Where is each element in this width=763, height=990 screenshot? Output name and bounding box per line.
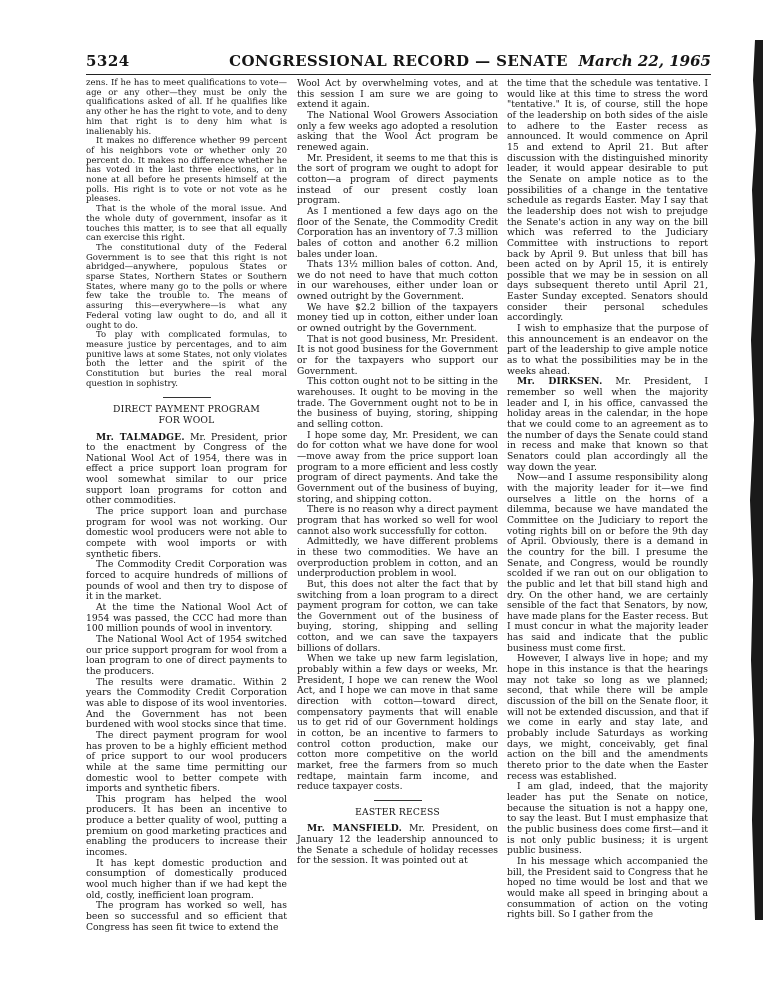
column-3 <box>507 79 708 921</box>
paragraph: Mr. President, it seems to me that this is the sort of program we ought to adopt for cotton—a program of direct payments instead of our present costly loan program. <box>297 152 498 207</box>
paragraph: the time that the schedule was tentative. I would like at this time to stress the word "tentative." It is, of course, still the hope of the leadership on both sides of the aisle to adhere to the Easter recess as announced. It would commence on April 15 and extend to April 21. But after discussion with the distinguished minority leader, it would appear desirable to put the Senate on ample notice as to the possibilities of a change in the tentative schedule as regards Easter. May I say that the leadership does not wish to prejudge the Senate's action in any way on the bill which was referred to the Judiciary Committee with instructions to report back by April 9. But unless that bill has been acted on by April 15, it is entirely possible that we may be in session on all days subsequent thereto until April 21, Easter Sunday excepted. Senators should consider their personal schedules accordingly. <box>507 78 708 324</box>
paragraph: In his message which accompanied the bill, the President said to Congress that he hoped no time would be lost and that we would make all speed in bringing about a consummation of action on the voting rights bill. So I gather from the <box>507 855 708 921</box>
paragraph: I hope some day, Mr. President, we can do for cotton what we have done for wool—move away from the price support loan program to a more efficient and less costly program of direct payments. And take the Government out of the business of buying, storing, and shipping cotton. <box>297 429 498 505</box>
paragraph: That is not good business, Mr. President. It is not good business for the Government or for the taxpayers who support our Government. <box>297 333 498 377</box>
paragraph: That is the whole of the moral issue. And the whole duty of government, insofar as it touches this matter, is to see that all equally can exercise this right. <box>86 204 287 244</box>
paragraph: Wool Act by overwhelming votes, and at this session I am sure we are going to extend it again. <box>297 78 498 111</box>
section-heading-easter <box>297 800 498 819</box>
page-header <box>86 52 711 74</box>
header-rule <box>86 74 711 75</box>
paragraph: This program has helped the wool producers. It has been an incentive to produce a better quality of wool, putting a premium on good marketing practices and enabling the producers to increase their incomes. <box>86 793 287 859</box>
paragraph: When we take up new farm legislation, probably within a few days or weeks, Mr. President, I hope we can renew the Wool Act, and I hope we can move in that same direction with cotton—toward direct, compensatory payments that will enable us to get rid of our Government holdings in cotton, be an incentive to farmers to control cotton production, make our cotton more competitive on the world market, free the farmers from so much redtape, maintain farm income, and reduce taxpayer costs. <box>297 653 498 793</box>
paragraph: The price support loan and purchase program for wool was not working. Our domestic wool producers were not able to compete with wool imports or with synthetic fibers. <box>86 506 287 560</box>
paragraph-text: Mr. President, I remember so well when the majority leader and I, in his office, canvassed the holiday areas in the calendar, in the hope that we could come to an agreement as to the number of days the Senate could stand in recess and make that known so that Senators could plan accordingly all the way down the year. <box>507 376 708 473</box>
paragraph <box>297 824 498 867</box>
paragraph: We have $2.2 billion of the taxpayers money tied up in cotton, either under loan or owned outright by the Government. <box>297 301 498 335</box>
heading-line: EASTER RECESS <box>355 806 440 818</box>
paragraph: It makes no difference whether 99 percent of his neighbors vote or whether only 20 percent do. It makes no difference whether he has voted in the last three elections, or in none at all before he presents himself at the polls. His right is to vote or not vote as he pleases. <box>86 136 287 205</box>
speaker-name: Mr. MANSFIELD. <box>307 823 402 835</box>
paragraph: I am glad, indeed, that the majority leader has put the Senate on notice, because the situation is not a happy one, to say the least. But I must emphasize that the public business does come first—and it is not only public business; it is urgent public business. <box>507 781 708 857</box>
paragraph: This cotton ought not to be sitting in the warehouses. It ought to be moving in the trade. The Government ought not to be in the business of buying, storing, shipping and selling cotton. <box>297 376 498 430</box>
paragraph: The direct payment program for wool has proven to be a highly efficient method of price support to our wool producers while at the same time permitting our domestic wool to better compete with imports and synthetic fibers. <box>86 729 287 795</box>
paragraph-text: Mr. President, prior to the enactment by Congress of the National Wool Act of 1954, there was in effect a price support loan program for wool somewhat similar to our price support loan programs for cotton and other commodities. <box>86 431 287 507</box>
paragraph: There is no reason why a direct payment program that has worked so well for wool cannot also work successfully for cotton. <box>297 504 498 537</box>
paragraph <box>86 433 287 508</box>
paragraph <box>507 377 708 473</box>
paragraph: The National Wool Act of 1954 switched our price support program for wool from a loan program to one of direct payments to the producers. <box>86 633 287 677</box>
paragraph: The results were dramatic. Within 2 years the Commodity Credit Corporation was able to dispose of its wool inventories. And the Government has not been burdened with wool stocks since that time. <box>86 676 287 731</box>
paragraph: I wish to emphasize that the purpose of this announcement is an endeavor on the part of the leadership to give ample notice as to what the possibilities may be in the weeks ahead. <box>507 323 708 377</box>
paragraph: However, I always live in hope; and my hope in this instance is that the hearings may not take so long as we planned; second, that while there will be ample discussion of the bill on the Senate floor, it will not be extended discussion, and that if we come in early and stay late, and probably include Saturdays as working days, we might, conceivably, get final action on the bill and the amendments thereto prior to the date when the Easter recess was established. <box>507 653 708 782</box>
paragraph: The Commodity Credit Corporation was forced to acquire hundreds of millions of pounds of wool and then try to dispose of it in the market. <box>86 559 287 603</box>
paragraph: Thats 13½ million bales of cotton. And, we do not need to have that much cotton in our warehouses, either under loan or owned outright by the Government. <box>297 259 498 303</box>
paragraph: The National Wool Growers Association only a few weeks ago adopted a resolution asking that the Wool Act program be renewed again. <box>297 109 498 153</box>
paragraph: zens. If he has to meet qualifications to vote—age or any other—they must be only the qualifications asked of all. If he qualifies like any other he has the right to vote, and to deny him that right is to deny him what is inalienably his. <box>86 78 287 137</box>
paragraph: As I mentioned a few days ago on the floor of the Senate, the Commodity Credit Corporation has an inventory of 7.3 million bales of cotton and another 6.2 million bales under loan. <box>297 205 499 260</box>
heading-rule <box>374 800 422 801</box>
section-heading-wool <box>86 397 287 427</box>
paragraph: The constitutional duty of the Federal Government is to see that this right is not abridged—anywhere, populous States or sparse States, Northern States or Southern States, where many go to the polls or where few take the trouble to. The means of assuring this—everywhere—is what any Federal voting law ought to do, and all it ought to do. <box>86 242 287 331</box>
speaker-name: Mr. DIRKSEN. <box>517 376 603 388</box>
scan-edge-shadow <box>741 40 763 920</box>
paragraph: Now—and I assume responsibility along with the majority leader for it—we find ourselves a little on the horns of a dilemma, because we have mandated the Committee on the Judiciary to report the voting rights bill on or before the 9th day of April. Obviously, there is a demand in the country for the bill. I presume the Senate, and Congress, would be roundly scolded if we ran out on our obligation to the public and let that bill stand high and dry. On the other hand, we are certainly sensible of the fact that Senators, by now, have made plans for the Easter recess. But I must concur in what the majority leader has said and indicate that the public business must come first. <box>507 472 708 654</box>
publication-title: CONGRESSIONAL RECORD — SENATE <box>229 52 568 70</box>
column-1 <box>86 79 287 933</box>
heading-rule <box>163 397 211 398</box>
paragraph: But, this does not alter the fact that by switching from a loan program to a direct payment program for cotton, we can take the Government out of the business of buying, storing, shipping and selling cotton, and we can save the taxpayers billions of dollars. <box>297 578 498 654</box>
heading-line: DIRECT PAYMENT PROGRAM <box>113 403 260 415</box>
paragraph: The program has worked so well, has been so successful and so efficient that Congress has seen fit twice to extend the <box>86 900 287 933</box>
speaker-name: Mr. TALMADGE. <box>96 431 185 443</box>
paragraph: It has kept domestic production and consumption of domestically produced wool much higher than if we had kept the old, costly, inefficient loan program. <box>86 857 287 901</box>
paragraph: To play with complicated formulas, to measure justice by percentages, and to aim punitive laws at some States, not only violates both the letter and the spirit of the Constitution but buries the real moral question in sophistry. <box>86 330 287 389</box>
issue-date: March 22, 1965 <box>578 52 711 70</box>
heading-line: FOR WOOL <box>158 415 215 426</box>
paragraph: Admittedly, we have different problems in these two commodities. We have an overproduction problem in cotton, and an underproduction problem in wool. <box>297 536 498 580</box>
page-number: 5324 <box>86 52 130 70</box>
paragraph-text: Mr. President, on January 12 the leadership announced to the Senate a schedule of holiday recesses for the session. It was pointed out at <box>297 823 498 867</box>
column-2 <box>297 79 498 867</box>
paragraph: At the time the National Wool Act of 1954 was passed, the CCC had more than 100 million pounds of wool in inventory. <box>86 602 287 635</box>
